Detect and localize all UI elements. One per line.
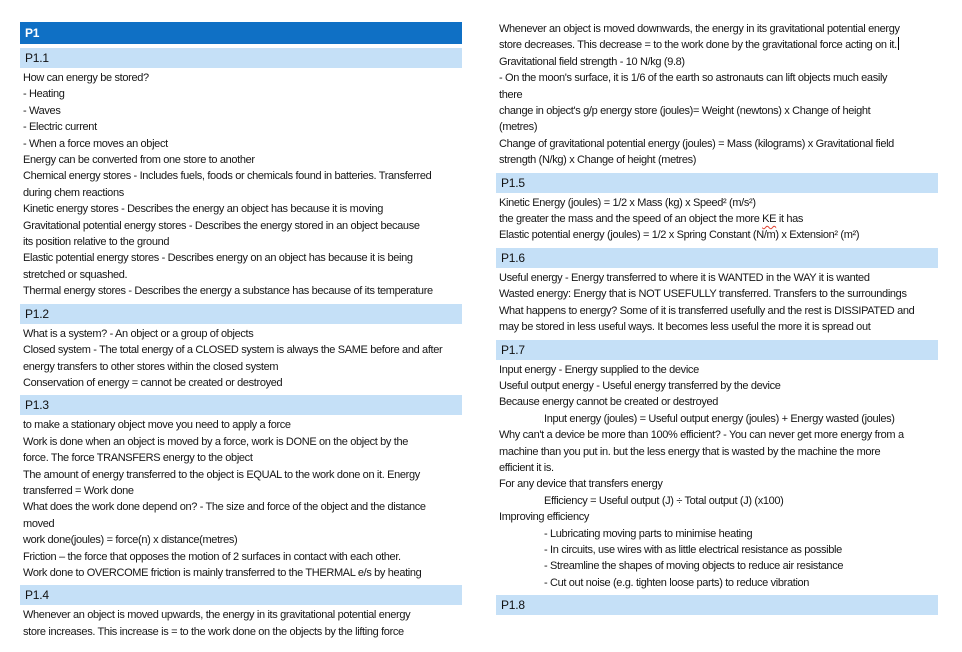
section-header-p1-1[interactable]: P1.1 [20, 48, 462, 68]
note-line[interactable]: Kinetic energy stores - Describes the energy an object has because it is moving [23, 203, 383, 216]
text-cursor [898, 37, 899, 50]
section-header-p1-6[interactable]: P1.6 [496, 248, 938, 268]
note-line[interactable]: Whenever an object is moved downwards, the energy in its gravitational potential energy [499, 23, 900, 35]
section-text-block [20, 607, 462, 640]
section-header-p1-2[interactable]: P1.2 [20, 304, 462, 324]
note-line[interactable]: How can energy be stored? [23, 72, 149, 84]
note-line[interactable]: Why can't a device be more than 100% efficient? - You can never get more energy from a [499, 429, 904, 442]
note-line[interactable]: work done(joules) = force(n) x distance(metres) [23, 534, 238, 547]
section-text-block [496, 21, 938, 169]
note-line[interactable]: - Streamline the shapes of moving objects to reduce air resistance [544, 560, 844, 573]
note-line[interactable]: there [499, 88, 523, 101]
note-line[interactable]: force. The force TRANSFERS energy to the object [23, 452, 253, 465]
note-line[interactable]: What happens to energy? Some of it is transferred usefully and the rest is DISSIPATED and [499, 304, 915, 317]
note-line[interactable]: Energy can be converted from one store to another [23, 154, 255, 167]
note-line[interactable]: store decreases. This decrease = to the work done by the gravitational force acting on it. [499, 39, 897, 52]
note-line[interactable]: Elastic potential energy stores - Describes energy on an object has because it is being [23, 252, 413, 265]
note-line[interactable]: Wasted energy: Energy that is NOT USEFULLY transferred. Transfers to the surroundings [499, 288, 907, 301]
note-line[interactable]: Input energy - Energy supplied to the device [499, 363, 699, 376]
section-text-block [20, 326, 462, 392]
note-line[interactable]: What is a system? - An object or a group of objects [23, 327, 254, 340]
section-text-block [20, 417, 462, 581]
note-line[interactable]: Useful energy - Energy transferred to where it is WANTED in the WAY it is wanted [499, 271, 870, 284]
note-line[interactable]: may be stored in less useful ways. It becomes less useful the more it is spread out [499, 321, 871, 334]
note-line[interactable]: Work done to OVERCOME friction is mainly transferred to the THERMAL e/s by heating [23, 566, 422, 579]
note-line[interactable]: Thermal energy stores - Describes the energy a substance has because of its temperature [23, 285, 433, 298]
section-text-block [496, 195, 938, 244]
notes-column-left [20, 22, 462, 640]
note-line[interactable]: during chem reactions [23, 186, 124, 199]
note-line[interactable]: transferred = Work done [23, 484, 134, 497]
note-line[interactable]: Useful output energy - Useful energy transferred by the device [499, 379, 781, 392]
section-text-block [496, 270, 938, 336]
note-line[interactable]: Chemical energy stores - Includes fuels, foods or chemicals found in batteries. Transferred [23, 170, 432, 183]
note-line[interactable]: - Electric current [23, 121, 97, 134]
note-line[interactable]: - On the moon's surface, it is 1/6 of the earth so astronauts can lift objects much easily [499, 72, 888, 85]
note-line[interactable]: Input energy (joules) = Useful output energy (joules) + Energy wasted (joules) [544, 412, 895, 425]
note-line[interactable]: Kinetic Energy (joules) = 1/2 x Mass (kg) x Speed² (m/s²) [499, 196, 756, 209]
note-line[interactable]: machine than you put in. but the less energy that is wasted by the machine the more [499, 445, 881, 458]
note-line[interactable]: stretched or squashed. [23, 268, 128, 281]
section-header-p1-8[interactable]: P1.8 [496, 595, 938, 615]
misspelled-word: KE [762, 213, 777, 226]
note-line[interactable]: Gravitational potential energy stores - Describes the energy stored in an object because [23, 219, 420, 232]
note-line[interactable]: - When a force moves an object [23, 137, 168, 150]
note-line[interactable] [499, 211, 938, 227]
note-line[interactable]: its position relative to the ground [23, 236, 170, 249]
note-line[interactable]: Because energy cannot be created or destroyed [499, 396, 719, 409]
note-line[interactable]: - Waves [23, 104, 61, 117]
note-line[interactable]: Closed system - The total energy of a CLOSED system is always the SAME before and after [23, 344, 443, 357]
note-line[interactable]: Gravitational field strength - 10 N/kg (9.8) [499, 55, 685, 68]
section-header-p1-7[interactable]: P1.7 [496, 340, 938, 360]
note-line[interactable]: efficient it is. [499, 461, 554, 474]
note-line[interactable]: Efficiency = Useful output (J) ÷ Total output (J) (x100) [544, 494, 784, 507]
note-line[interactable]: strength (N/kg) x Change of height (metres) [499, 154, 697, 167]
section-text-block [496, 362, 938, 592]
note-line[interactable]: - Heating [23, 88, 65, 101]
note-line[interactable]: What does the work done depend on? - The size and force of the object and the distance [23, 501, 426, 514]
note-line[interactable]: Whenever an object is moved upwards, the energy in its gravitational potential energy [23, 609, 411, 622]
section-header-p1-4[interactable]: P1.4 [20, 585, 462, 605]
note-line[interactable]: (metres) [499, 121, 538, 134]
note-line[interactable]: - Lubricating moving parts to minimise heating [544, 527, 753, 540]
note-line[interactable]: Elastic potential energy (joules) = 1/2 x Spring Constant (N/m) x Extension² (m²) [499, 229, 860, 242]
note-line[interactable]: - In circuits, use wires with as little electrical resistance as possible [544, 543, 842, 556]
note-line[interactable]: The amount of energy transferred to the object is EQUAL to the work done on it. Energy [23, 468, 420, 481]
note-line[interactable]: Improving efficiency [499, 511, 590, 524]
note-line[interactable]: change in object's g/p energy store (joules)= Weight (newtons) x Change of height [499, 105, 871, 118]
section-header-p1[interactable]: P1 [20, 22, 462, 44]
note-line[interactable]: moved [23, 517, 55, 530]
note-line[interactable]: For any device that transfers energy [499, 478, 663, 491]
section-text-block [20, 70, 462, 300]
note-line[interactable]: store increases. This increase is = to the work done on the objects by the lifting force [23, 625, 404, 638]
section-header-p1-5[interactable]: P1.5 [496, 173, 938, 193]
note-line[interactable]: to make a stationary object move you need to apply a force [23, 419, 291, 432]
note-line[interactable]: energy transfers to other stores within the closed system [23, 360, 279, 373]
note-text: it has [776, 213, 804, 226]
note-line[interactable]: Friction – the force that opposes the motion of 2 surfaces in contact with each other. [23, 550, 401, 563]
note-line[interactable]: Work is done when an object is moved by a force, work is DONE on the object by the [23, 435, 409, 448]
section-header-p1-3[interactable]: P1.3 [20, 395, 462, 415]
note-text: the greater the mass and the speed of an object the more [499, 213, 763, 226]
note-line[interactable]: Change of gravitational potential energy (joules) = Mass (kilograms) x Gravitational field [499, 137, 894, 150]
notes-column-right [496, 21, 938, 617]
note-line[interactable]: - Cut out noise (e.g. tighten loose parts) to reduce vibration [544, 576, 810, 589]
note-line[interactable]: Conservation of energy = cannot be created or destroyed [23, 376, 283, 389]
